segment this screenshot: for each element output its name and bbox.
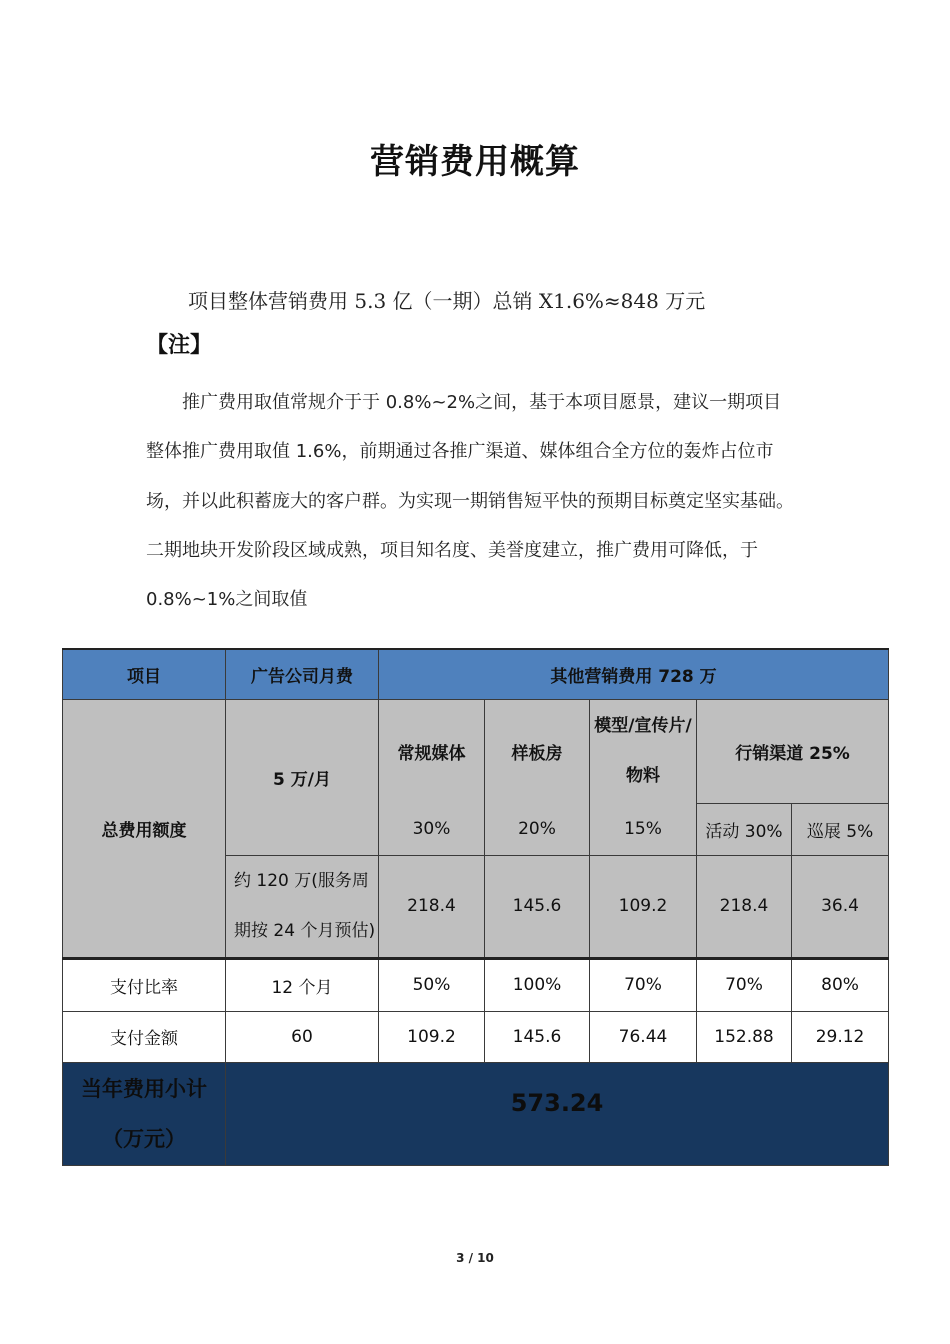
table-header-row bbox=[63, 649, 889, 699]
pay-rate-exhibition: 80% bbox=[792, 958, 889, 1011]
category-showroom: 样板房 bbox=[485, 699, 590, 803]
pay-amount-ad: 60 bbox=[226, 1011, 379, 1062]
header-other-fees: 其他营销费用 728 万 bbox=[379, 649, 889, 699]
note-heading: 【注】 bbox=[146, 333, 213, 358]
page-title: 营销费用概算 bbox=[370, 142, 580, 182]
category-media: 常规媒体 bbox=[379, 699, 485, 803]
page-number: 3 / 10 bbox=[456, 1251, 494, 1265]
amount-exhibition: 36.4 bbox=[792, 855, 889, 958]
ad-fee: 5 万/月 bbox=[226, 699, 379, 855]
pay-amount-activity: 152.88 bbox=[697, 1011, 792, 1062]
pay-rate-label: 支付比率 bbox=[63, 958, 226, 1011]
pay-amount-media: 109.2 bbox=[379, 1011, 485, 1062]
pay-amount-row bbox=[63, 1011, 889, 1062]
pay-rate-ad: 12 个月 bbox=[226, 958, 379, 1011]
percent-model: 15% bbox=[590, 803, 697, 855]
budget-table bbox=[62, 648, 889, 1166]
note-paragraph bbox=[146, 378, 796, 624]
percent-media: 30% bbox=[379, 803, 485, 855]
category-channel: 行销渠道 25% bbox=[697, 699, 889, 803]
pay-rate-media: 50% bbox=[379, 958, 485, 1011]
amount-media: 218.4 bbox=[379, 855, 485, 958]
pay-amount-model: 76.44 bbox=[590, 1011, 697, 1062]
note-text: 推广费用取值常规介于于 0.8%~2%之间，基于本项目愿景，建议一期项目整体推广费用取值 1.6%，前期通过各推广渠道、媒体组合全方位的轰炸占位市场，并以此积蓄庞大的客户群。为实现一期销售短平快的预期目标奠定坚实基础。二期地块开发阶段区域成熟，项目知名度、美誉度建立，推广费用可降低，于 0.8%~1%之间取值 bbox=[146, 392, 794, 611]
pay-rate-row bbox=[63, 958, 889, 1011]
subtotal-row bbox=[63, 1062, 889, 1165]
category-model: 模型/宣传片/物料 bbox=[590, 699, 697, 803]
pay-amount-showroom: 145.6 bbox=[485, 1011, 590, 1062]
total-amount-label: 总费用额度 bbox=[63, 699, 226, 958]
budget-formula: 项目整体营销费用 5.3 亿（一期）总销 X1.6%≈848 万元 bbox=[188, 289, 706, 313]
amount-model: 109.2 bbox=[590, 855, 697, 958]
percent-activity: 活动 30% bbox=[697, 803, 792, 855]
ad-total: 约 120 万(服务周期按 24 个月预估) bbox=[226, 855, 379, 958]
percent-showroom: 20% bbox=[485, 803, 590, 855]
pay-amount-exhibition: 29.12 bbox=[792, 1011, 889, 1062]
subtotal-value: 573.24 bbox=[226, 1062, 889, 1165]
pay-rate-model: 70% bbox=[590, 958, 697, 1011]
header-item: 项目 bbox=[63, 649, 226, 699]
amount-showroom: 145.6 bbox=[485, 855, 590, 958]
amount-activity: 218.4 bbox=[697, 855, 792, 958]
percent-exhibition: 巡展 5% bbox=[792, 803, 889, 855]
category-row bbox=[63, 699, 889, 803]
subtotal-label: 当年费用小计（万元） bbox=[63, 1062, 226, 1165]
pay-rate-showroom: 100% bbox=[485, 958, 590, 1011]
pay-amount-label: 支付金额 bbox=[63, 1011, 226, 1062]
pay-rate-activity: 70% bbox=[697, 958, 792, 1011]
header-ad-monthly: 广告公司月费 bbox=[226, 649, 379, 699]
